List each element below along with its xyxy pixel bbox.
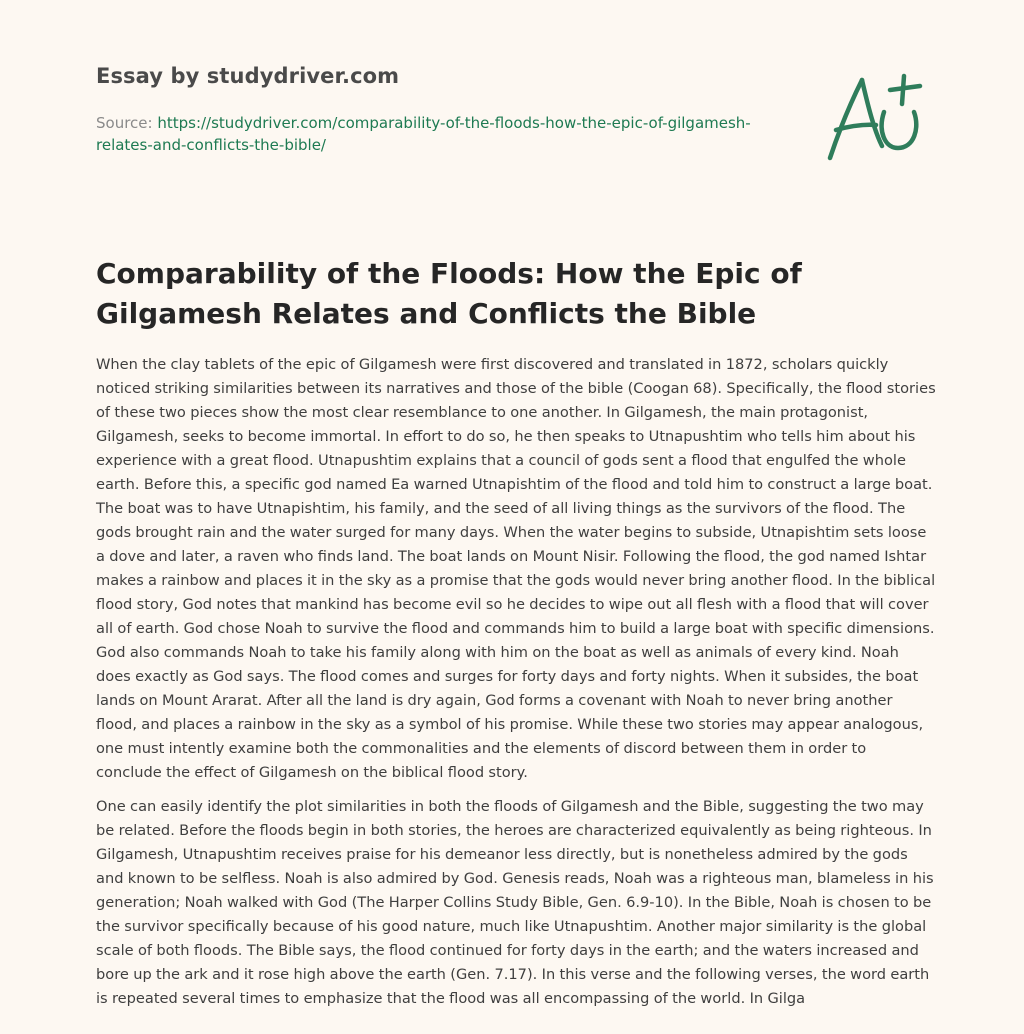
- essay-title: Comparability of the Floods: How the Epic of Gilgamesh Relates and Conflicts the Bible: [96, 257, 802, 330]
- essay-body: [96, 353, 936, 1021]
- essay-paragraph: One can easily identify the plot similarities in both the floods of Gilgamesh and the Bible, suggesting the two may be related. Before the floods begin in both stories, the heroes are characterized equivalently as being righteous. In Gilgamesh, Utnapushtim receives praise for his demeanor less directly, but is nonetheless admired by the gods and known to be selfless. Noah is also admired by God. Genesis reads, Noah was a righteous man, blameless in his generation; Noah walked with God (The Harper Collins Study Bible, Gen. 6.9-10). In the Bible, Noah is chosen to be the survivor specifically because of his good nature, much like Utnapushtim. Another major similarity is the global scale of both floods. The Bible says, the flood continued for forty days in the earth; and the waters increased and bore up the ark and it rose high above the earth (Gen. 7.17). In this verse and the following verses, the word earth is repeated several times to emphasize that the flood was all encompassing of the world. In Gilga: [96, 798, 934, 1007]
- source-link[interactable]: https://studydriver.com/comparability-of-the-floods-how-the-epic-of-gilgamesh-relates-and-conflicts-the-bible/: [96, 114, 751, 154]
- site-brand: Essay by studydriver.com: [96, 64, 400, 88]
- a-plus-logo-icon: [822, 68, 928, 164]
- essay-paragraph: When the clay tablets of the epic of Gilgamesh were first discovered and translated in 1872, scholars quickly noticed striking similarities between its narratives and those of the bible (Coogan 68). Specifically, the flood stories of these two pieces show the most clear resemblance to one another. In Gilgamesh, the main protagonist, Gilgamesh, seeks to become immortal. In effort to do so, he then speaks to Utnapushtim who tells him about his experience with a great flood. Utnapushtim explains that a council of gods sent a flood that engulfed the whole earth. Before this, a specific god named Ea warned Utnapishtim of the flood and told him to construct a large boat. The boat was to have Utnapishtim, his family, and the seed of all living things as the survivors of the flood. The gods brought rain and the water surged for many days. When the water begins to subside, Utnapishtim sets loose a dove and later, a raven who finds land. The boat lands on Mount Nisir. Following the flood, the god named Ishtar makes a rainbow and places it in the sky as a promise that the gods would never bring another flood. In the biblical flood story, God notes that mankind has become evil so he decides to wipe out all flesh with a flood that will cover all of earth. God chose Noah to survive the flood and commands him to build a large boat with specific dimensions. God also commands Noah to take his family along with him on the boat as well as animals of every kind. Noah does exactly as God says. The flood comes and surges for forty days and forty nights. When it subsides, the boat lands on Mount Ararat. After all the land is dry again, God forms a covenant with Noah to never bring another flood, and places a rainbow in the sky as a symbol of his promise. While these two stories may appear analogous, one must intently examine both the commonalities and the elements of discord between them in order to conclude the effect of Gilgamesh on the biblical flood story.: [96, 356, 936, 781]
- source-line: [96, 112, 796, 156]
- source-label: Source:: [96, 114, 158, 132]
